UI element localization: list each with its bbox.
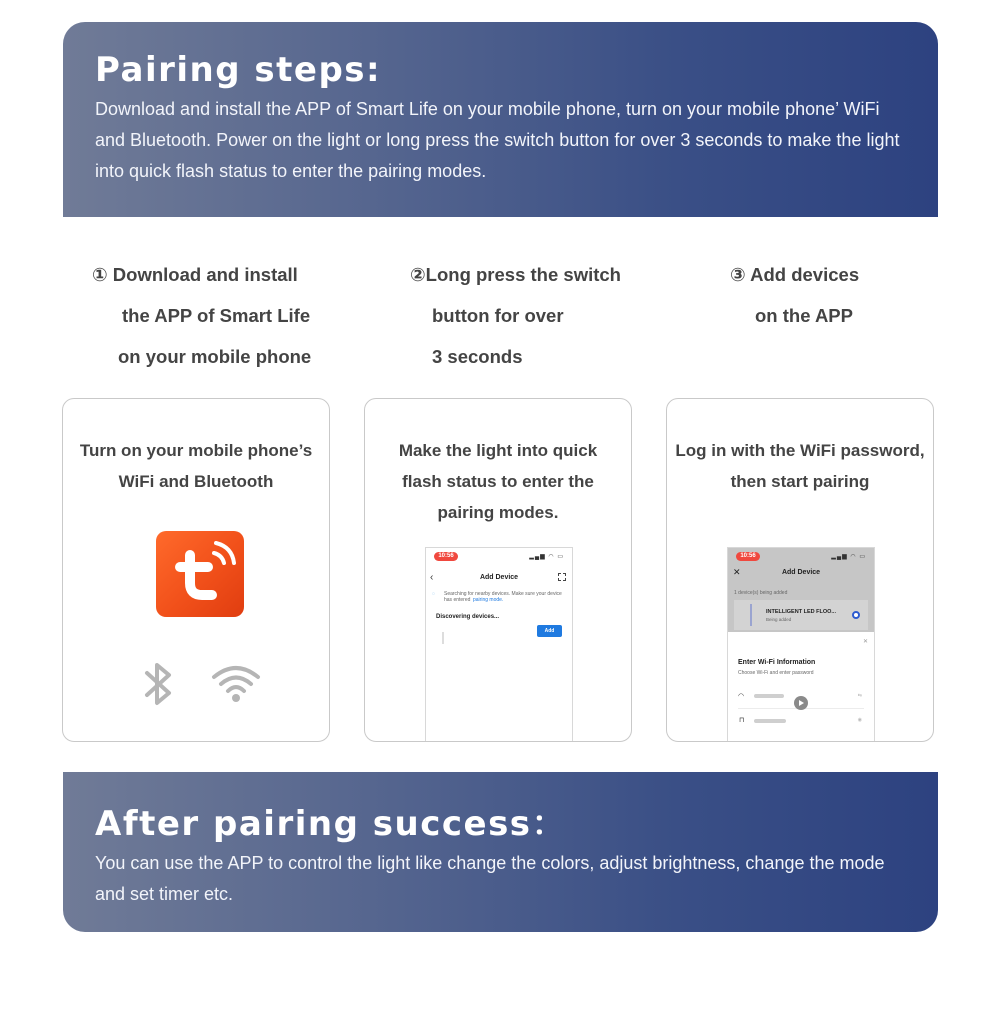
pairing-mode-link[interactable]: pairing mode. bbox=[473, 597, 504, 603]
wifi-name-field[interactable] bbox=[754, 694, 784, 698]
phone-add-device-screen bbox=[425, 547, 573, 742]
device-name: INTELLIGENT LED FLOO... bbox=[766, 609, 836, 615]
pairing-steps-title: Pairing steps: bbox=[95, 50, 382, 90]
wifi-icon bbox=[211, 665, 261, 703]
step-1-title: ① Download and install the APP of Smart Life on your mobile phone bbox=[92, 264, 312, 367]
lock-icon: ⊓ bbox=[739, 717, 745, 724]
phone-wifi-screen bbox=[727, 547, 875, 742]
card-2-text: Make the light into quick flash status to enter the pairing modes. bbox=[398, 441, 598, 522]
wifi-info-title: Enter Wi-Fi Information bbox=[738, 659, 816, 666]
close-icon[interactable]: ✕ bbox=[733, 567, 741, 577]
phone-time: 10:56 bbox=[434, 552, 458, 561]
phone-time: 10:56 bbox=[736, 552, 760, 561]
card-wifi-bluetooth bbox=[62, 398, 330, 742]
add-button[interactable]: Add bbox=[537, 625, 562, 637]
device-row bbox=[734, 600, 868, 630]
after-pairing-title: After pairing success： bbox=[95, 804, 568, 844]
card-3-text: Log in with the WiFi password, then start pairing bbox=[675, 441, 925, 491]
searching-text: Searching for nearby devices. Make sure your device bbox=[444, 591, 562, 597]
device-status: Being added bbox=[766, 617, 792, 622]
card-flash-status bbox=[364, 398, 632, 742]
bluetooth-icon bbox=[141, 661, 177, 707]
loading-indicator bbox=[442, 632, 444, 644]
device-icon bbox=[750, 604, 752, 626]
step-2-title: ②Long press the switch button for over 3 seconds bbox=[410, 264, 621, 367]
pairing-steps-description: Download and install the APP of Smart Life on your mobile phone, turn on your mobile phone’ WiFi and Bluetooth. Power on the light or long press the switch button for over 3 seconds to make the light into quick flash status to enter the pairing modes. bbox=[95, 99, 900, 181]
wifi-field-icon: ◠ bbox=[738, 693, 745, 700]
after-pairing-banner bbox=[63, 772, 938, 932]
step-3-title: ③ Add devices on the APP bbox=[730, 264, 860, 326]
card-wifi-password bbox=[666, 398, 934, 742]
wifi-switch-icon[interactable]: ⇆ bbox=[857, 693, 862, 699]
back-icon[interactable]: ‹ bbox=[430, 572, 434, 583]
pairing-steps-banner bbox=[63, 22, 938, 217]
card-1-text: Turn on your mobile phone’s WiFi and Bluetooth bbox=[79, 441, 313, 491]
phone-screen-title: Add Device bbox=[781, 569, 821, 576]
phone-status-bar bbox=[426, 548, 572, 564]
search-icon: ◌ bbox=[432, 591, 435, 597]
wifi-info-subtitle: Choose Wi-Fi and enter password bbox=[738, 670, 814, 676]
scan-icon[interactable] bbox=[558, 573, 566, 581]
searching-text-2: has entered bbox=[444, 597, 471, 603]
sheet-close-icon[interactable]: ✕ bbox=[862, 639, 868, 645]
discovering-text: Discovering devices... bbox=[436, 614, 500, 620]
wifi-password-field[interactable] bbox=[754, 719, 786, 723]
tuya-app-icon bbox=[156, 531, 244, 617]
devices-being-added-text: 1 device(s) being added bbox=[734, 590, 788, 596]
phone-screen-title: Add Device bbox=[479, 574, 519, 581]
device-progress-icon bbox=[852, 611, 860, 619]
eye-icon[interactable]: ◉ bbox=[857, 717, 862, 723]
phone-dimmed-background bbox=[728, 548, 874, 632]
after-pairing-description: You can use the APP to control the light like change the colors, adjust brightness, change the mode and set timer etc. bbox=[95, 853, 885, 904]
signal-icon: ▂▄▆ ◠ ▭ bbox=[529, 554, 564, 560]
wifi-info-sheet bbox=[728, 636, 874, 742]
signal-icon: ▂▄▆ ◠ ▭ bbox=[831, 554, 866, 560]
play-icon[interactable] bbox=[794, 696, 808, 710]
